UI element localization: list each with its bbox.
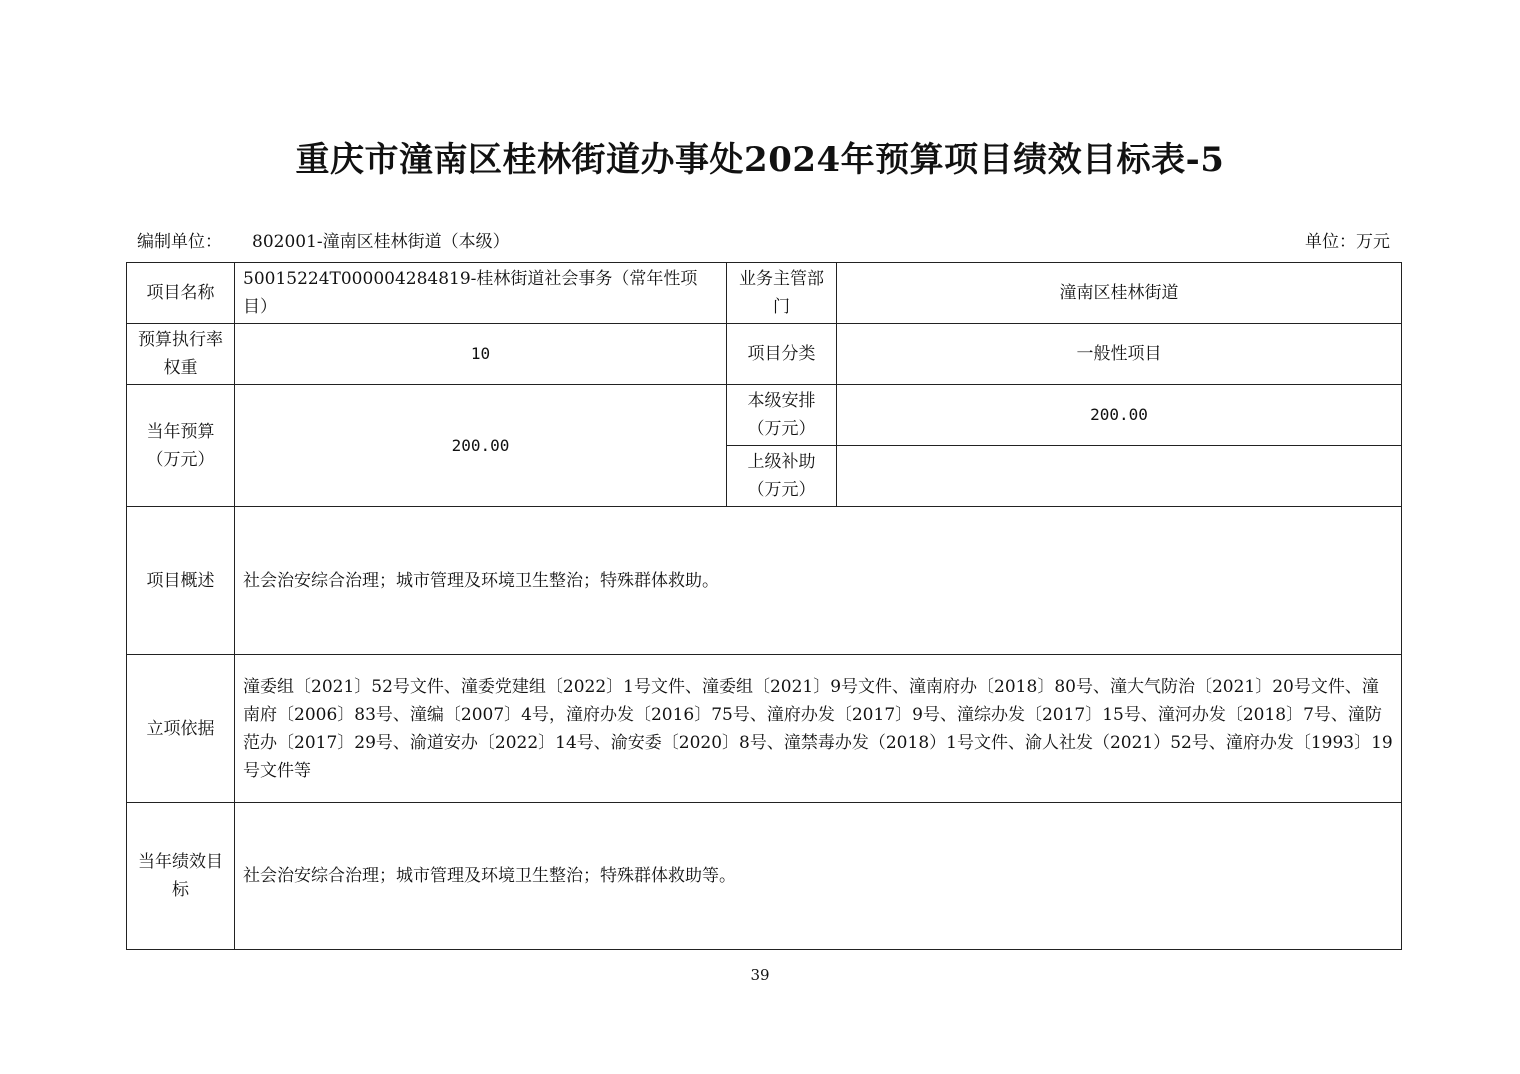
local-label: 本级安排（万元） (727, 385, 837, 446)
weight-value: 10 (235, 324, 727, 385)
table-row (127, 803, 1402, 950)
compile-unit (137, 227, 510, 252)
overview-value: 社会治安综合治理；城市管理及环境卫生整治；特殊群体救助。 (235, 507, 1402, 655)
dept-value: 潼南区桂林街道 (837, 263, 1402, 324)
dept-label: 业务主管部门 (727, 263, 837, 324)
table-row (127, 324, 1402, 385)
goal-value: 社会治安综合治理；城市管理及环境卫生整治；特殊群体救助等。 (235, 803, 1402, 950)
category-value: 一般性项目 (837, 324, 1402, 385)
upper-value (837, 446, 1402, 507)
goal-label: 当年绩效目标 (127, 803, 235, 950)
category-label: 项目分类 (727, 324, 837, 385)
currency-unit: 单位：万元 (1305, 232, 1390, 252)
project-name-value: 50015224T000004284819-桂林街道社会事务（常年性项目） (235, 263, 727, 324)
page-number: 39 (750, 966, 770, 984)
local-value: 200.00 (837, 385, 1402, 446)
page-title: 重庆市潼南区桂林街道办事处2024年预算项目绩效目标表-5 (295, 140, 1225, 180)
table-row (127, 507, 1402, 655)
weight-label: 预算执行率权重 (127, 324, 235, 385)
compile-unit-value: 802001-潼南区桂林街道（本级） (252, 232, 510, 252)
table-row (127, 263, 1402, 324)
overview-label: 项目概述 (127, 507, 235, 655)
basis-value: 潼委组〔2021〕52号文件、潼委党建组〔2022〕1号文件、潼委组〔2021〕9号文件、潼南府办〔2018〕80号、潼大气防治〔2021〕20号文件、潼南府〔2006〕83号、潼编〔2007〕4号，潼府办发〔2016〕75号、潼府办发〔2017〕9号、潼综办发〔2017〕15号、潼河办发〔2018〕7号、潼防范办〔2017〕29号、渝道安办〔2022〕14号、渝安委〔2020〕8号、潼禁毒办发（2018）1号文件、渝人社发（2021）52号、潼府办发〔1993〕19号文件等 (235, 655, 1402, 803)
upper-label: 上级补助（万元） (727, 446, 837, 507)
project-name-label: 项目名称 (127, 263, 235, 324)
table-row (127, 655, 1402, 803)
compile-unit-label: 编制单位： (137, 232, 222, 252)
performance-table (126, 262, 1402, 950)
budget-label: 当年预算（万元） (127, 385, 235, 507)
budget-value: 200.00 (235, 385, 727, 507)
table-row (127, 385, 1402, 446)
basis-label: 立项依据 (127, 655, 235, 803)
